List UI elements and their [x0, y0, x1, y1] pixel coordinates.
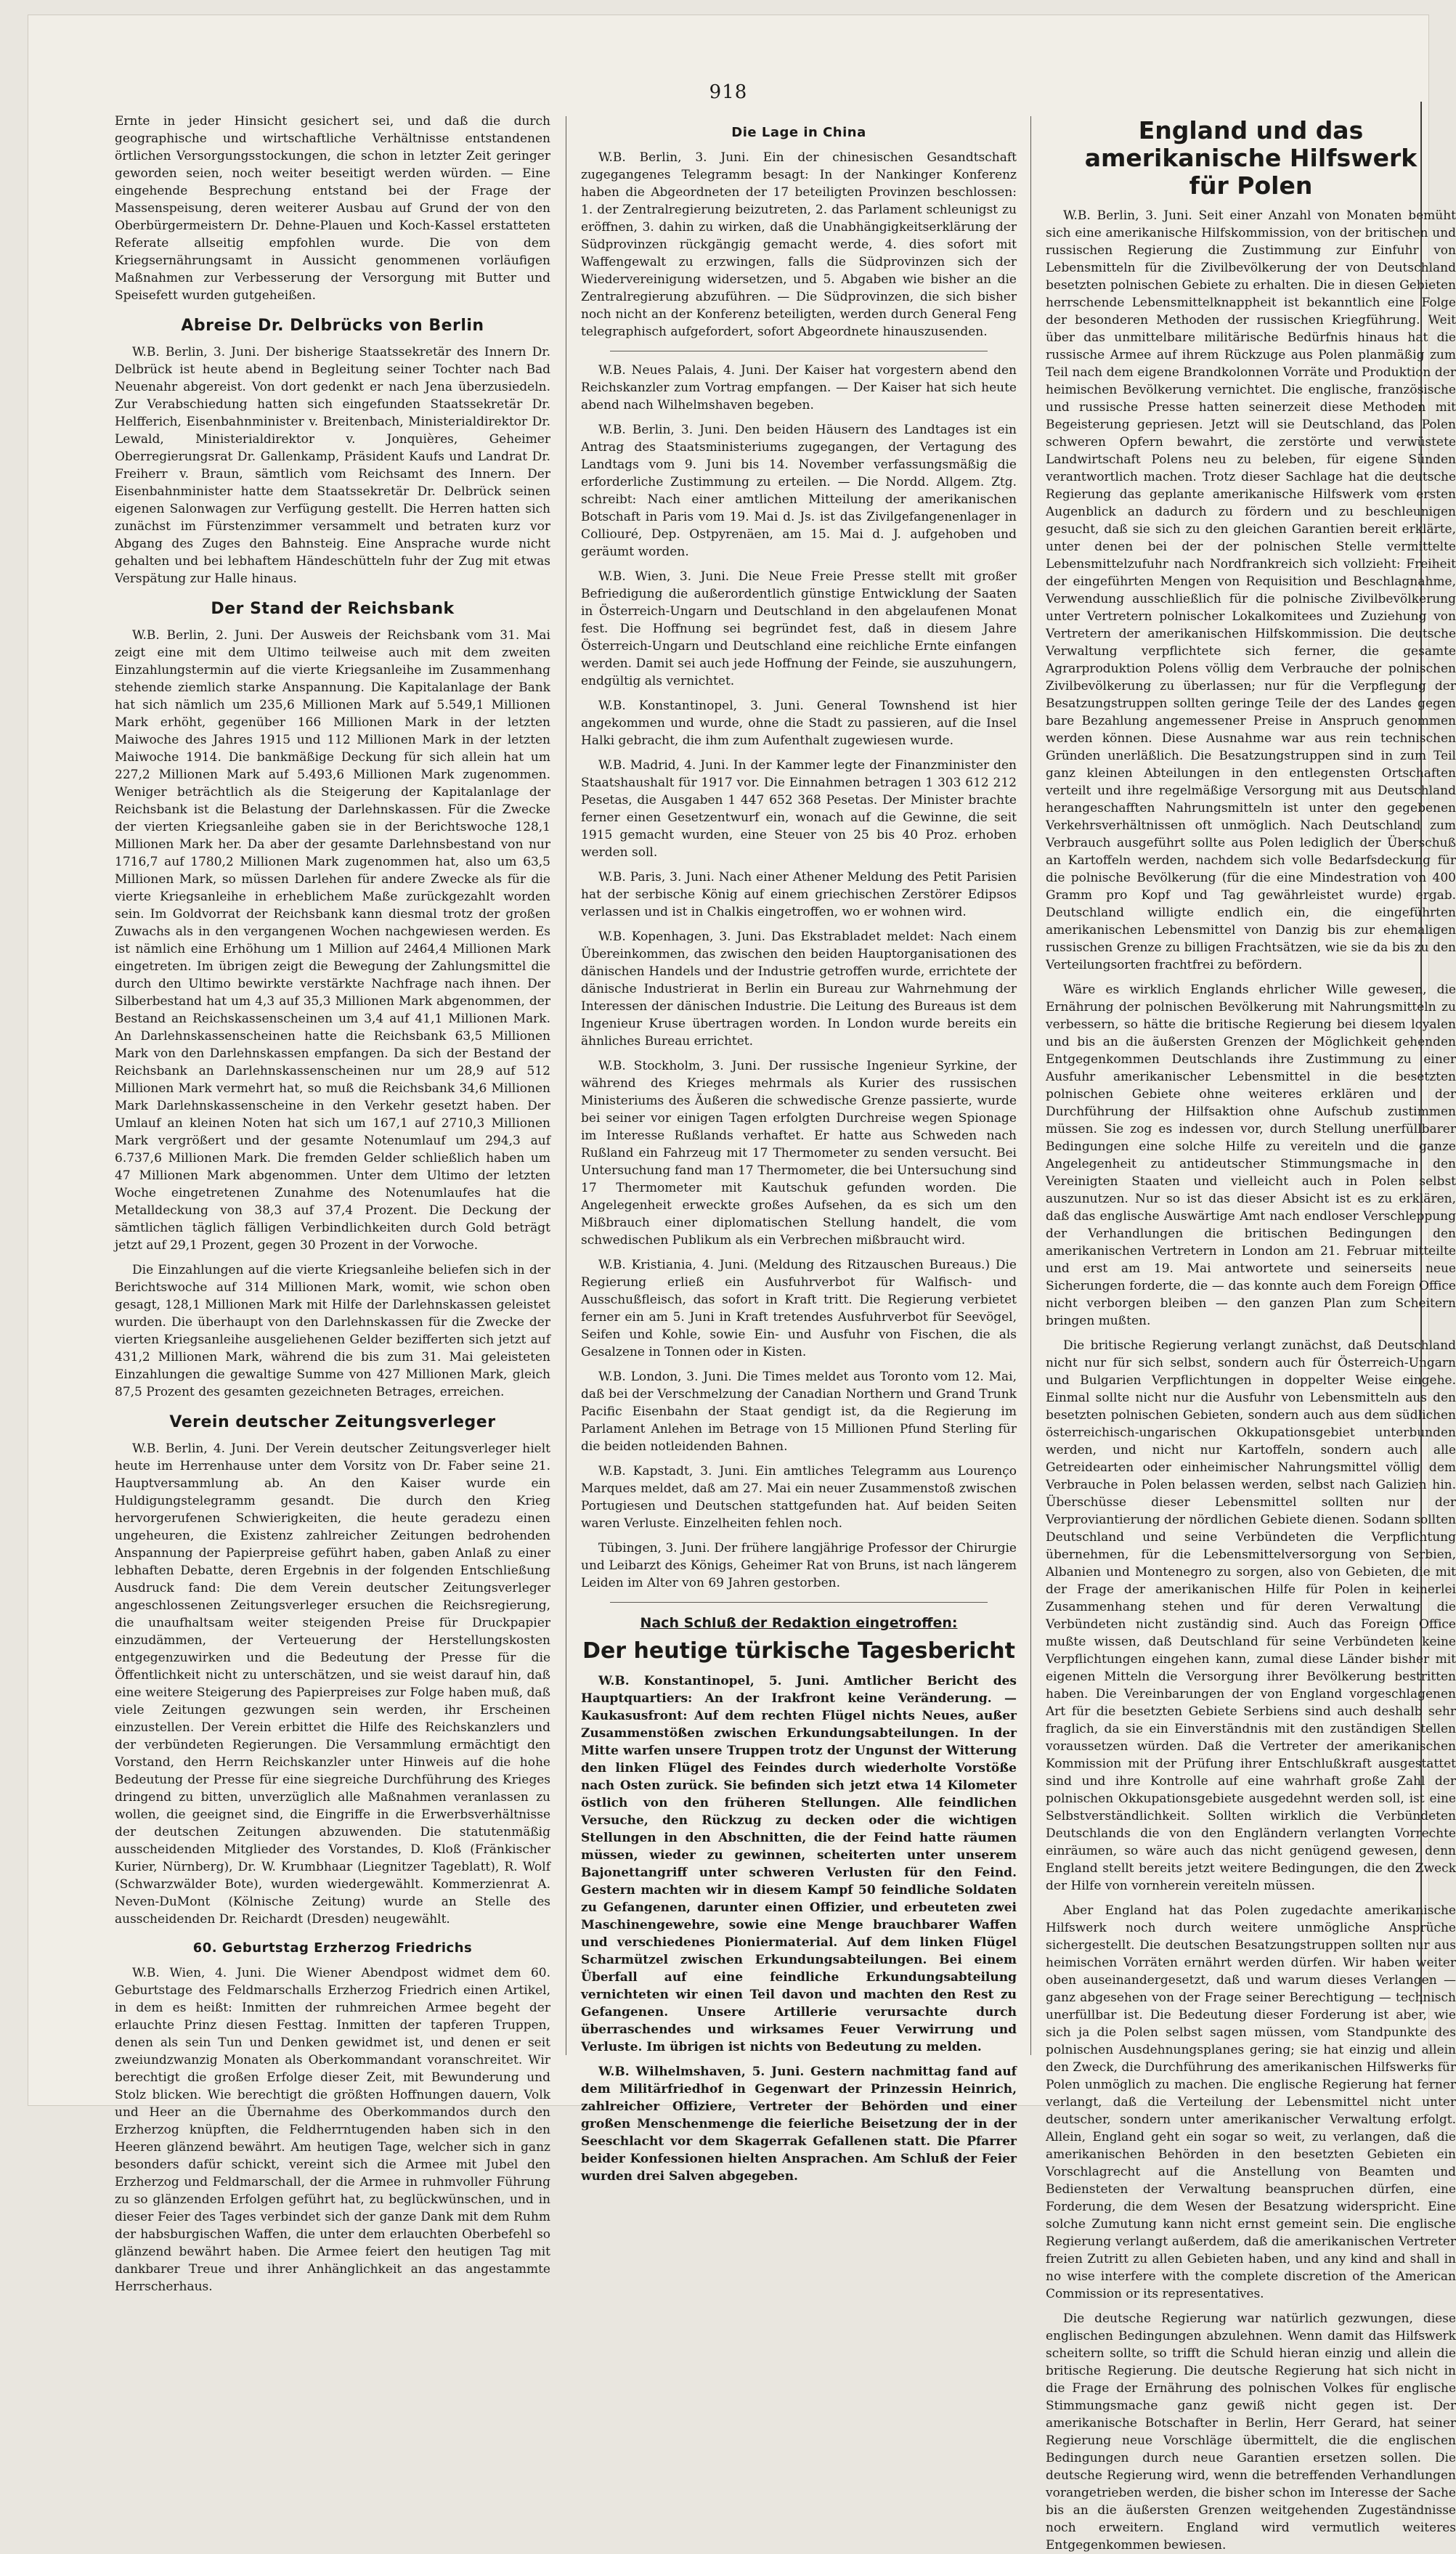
column-right: [1046, 113, 1456, 2553]
headline-china: Die Lage in China: [731, 125, 866, 140]
news-item: W.B. Kopenhagen, 3. Juni. Das Ekstrabladet meldet: Nach einem Übereinkommen, das zwischen den beiden Hauptorganisationen des dänischen Handels und der Industrie getroffen wurde, errichtete der dänische Industrierat in Berlin ein Bureau zur Wahrnehmung der Interessen der dänischen Industrie. Die Leitung des Bureaus ist dem Ingenieur Kruse übertragen worden. In London wurde bereits ein ähnliches Bureau errichtet.: [581, 930, 1017, 1049]
news-item: W.B. Berlin, 3. Juni. Den beiden Häusern des Landtages ist ein Antrag des Staatsministeriums zugegangen, der Vertagung des Landtags vom 9. Juni bis 14. November verfassungsmäßig die erforderliche Zustimmung zu erteilen. — Die Nordd. Allgem. Ztg. schreibt: Nach einer amtlichen Mitteilung der amerikanischen Botschaft in Paris vom 19. Mai d. Js. ist das Zivilgefangenenlager in Colliouré, Dep. Ostpyrenäen, am 15. Mai d. J. aufgehoben und geräumt worden.: [581, 423, 1017, 559]
article-paragraph: W.B. Wien, 4. Juni. Die Wiener Abendpost widmet dem 60. Geburtstage des Feldmarschalls Erzherzog Friedrich einen Artikel, in dem es heißt: Inmitten der ruhmreichen Armee begeht der erlauchte Prinz diesen Festtag. Inmitten der tapferen Truppen, denen als sein Tun und Denken gewidmet ist, und denen er seit zweiundzwanzig Monaten als Oberkommandant voranschreitet. Wir berechtigt die großen Erfolge dieser Zeit, mit Bewunderung und Stolz blicken. Wie berechtigt die größten Hoffnungen dauern, Volk und Heer an die Übernahme des Oberkommandos durch den Erzherzog knüpften, die Feldherrntugenden haben sich in den Heeren glänzend bewährt. Am heutigen Tage, welcher sich in ganz besonders dafür schickt, vereint sich die Armee mit Jubel den Erzherzog und Feldmarschall, der die Armee in ruhmvoller Führung zu so glänzenden Erfolgen geführt hat, zu beglückwünschen, und in dieser Feier des Tages verbindet sich der ganze Dank mit dem Ruhm der habsburgischen Waffen, die unter dem erlauchten Oberbefehl so glänzend bewährt haben. Die Armee feiert den heutigen Tag mit dankbarer Treue und ihrer Anhänglichkeit an das angestammte Herrscherhaus.: [115, 1966, 550, 2294]
headline-delbrueck: Abreise Dr. Delbrücks von Berlin: [181, 317, 484, 335]
article-paragraph: W.B. Berlin, 3. Juni. Ein der chinesischen Gesandtschaft zugegangenes Telegramm besagt: In der Nankinger Konferenz haben die Abgeordneten der 17 beteiligten Provinzen beschlossen: 1. der Zentralregierung beizutreten, 2. das Parlament schleunigst zu eröffnen, 3. dahin zu wirken, daß die Unabhängigkeitserklärung der Südprovinzen rückgängig gemacht werde, 4. dies sofort mit Waffengewalt zu erzwingen, falls die Südprovinzen sich der Wiedervereinigung widersetzen, und 5. Abgaben wie bisher an die Zentralregierung abzuführen. — Die Südprovinzen, die sich bisher noch nicht an der Konferenz beteiligten, werden durch General Feng telegraphisch aufgefordert, sofort Abgeordnete hinauszusenden.: [581, 150, 1017, 339]
news-item: W.B. Konstantinopel, 3. Juni. General Townshend ist hier angekommen und wurde, ohne die Stadt zu passieren, auf die Insel Halki gebracht, die ihm zum Aufenthalt zugewiesen wurde.: [581, 699, 1017, 748]
news-item: W.B. Madrid, 4. Juni. In der Kammer legte der Finanzminister den Staatshaushalt für 1917 vor. Die Einnahmen betragen 1 303 612 212 Pesetas, die Ausgaben 1 447 652 368 Pesetas. Der Minister brachte ferner einen Gesetzentwurf ein, wonach auf die Gewinne, die seit 1915 gemacht wurden, eine Steuer von 25 bis 40 Proz. erhoben werden soll.: [581, 758, 1017, 860]
headline-reichsbank: Der Stand der Reichsbank: [211, 600, 455, 618]
news-item: W.B. Neues Palais, 4. Juni. Der Kaiser hat vorgestern abend den Reichskanzler zum Vortrag empfangen. — Der Kaiser hat sich heute abend nach Wilhelmshaven begeben.: [581, 363, 1017, 412]
news-item: W.B. Paris, 3. Juni. Nach einer Athener Meldung des Petit Parisien hat der serbische König auf einem griechischen Zerstörer Edipsos verlassen und ist in Chalkis eingetroffen, wo er wohnen wird.: [581, 870, 1017, 919]
bold-report: [581, 1672, 1017, 2185]
news-item: W.B. Wien, 3. Juni. Die Neue Freie Presse stellt mit großer Befriedigung die außerordentlich günstige Entwicklung der Saaten in Österreich-Ungarn und Deutschland in den abgelaufenen Monat fest. Die Hoffnung sei begründet fest, daß in diesem Jahre Österreich-Ungarn und Deutschland eine reichliche Ernte einfangen werden. Damit sei auch jede Hoffnung der Feinde, sie auszuhungern, endgültig als vernichtet.: [581, 569, 1017, 688]
article-paragraph: Aber England hat das Polen zugedachte amerikanische Hilfswerk noch durch weitere unmögliche Ansprüche sichergestellt. Die deutschen Besatzungstruppen sollten nur aus heimischen Vorräten ernährt werden dürfen. Wir haben weiter oben auseinandergesetzt, daß und warum dieses Verlangen — ganz abgesehen von der Frage seiner Berechtigung — technisch unerfüllbar ist. Die Bedeutung dieser Forderung ist aber, wie sich ja die Polen selbst sagen müssen, vom Standpunkte des polnischen Ausdehnungsplanes gering; sie hat einzig und allein den Zweck, die Durchführung des amerikanischen Hilfswerks für Polen unmöglich zu machen. Die englische Regierung hat ferner verlangt, daß die Verteilung der Lebensmittel nicht unter deutscher, sondern unter amerikanischer Verwaltung erfolgt. Allein, England geht ein sogar so weit, zu verlangen, daß die amerikanischen Behörden in den besetzten Gebieten ein Vorschlagrecht auf die Anstellung von Beamten und Bediensteten der Verwaltung beanspruchen dürfen, eine Forderung, die dem Wesen der Besatzung widerspricht. Eine solche Zumutung kann nicht ernst gemeint sein. Die englische Regierung verlangt außerdem, daß die amerikanischen Vertreter freien Zutritt zu allen Gebieten haben, und any kind and shall in no wise interfere with the complete discretion of the American Commission or its representatives.: [1046, 1903, 1456, 2301]
article-paragraph: Die britische Regierung verlangt zunächst, daß Deutschland nicht nur für sich selbst, sondern auch für Österreich-Ungarn und Bulgarien Verpflichtungen in doppelter Weise eingehe. Einmal sollte nicht nur die Ausfuhr von Lebensmitteln aus den besetzten polnischen Gebieten, sondern auch aus dem südlichen österreichisch-ungarischen Okkupationsgebiet unterbunden werden, und nicht nur Kartoffeln, sondern auch alle Getreidearten oder einheimischer Nahrungsmittel völlig dem Verbrauche in Polen belassen werden, selbst nach Galizien hin. Überschüsse dieser Lebensmittel sollten nur der Verproviantierung der nördlichen Gebiete dienen. Sodann sollten Deutschland und seine Verbündeten die Verpflichtung übernehmen, für die Lebensmittelversorgung von Serbien, Albanien und Montenegro zu sorgen, also von Gebieten, die mit der Frage der amerikanischen Hilfe für Polen in keinerlei Zusammenhang stehen und für deren Verwaltung die Verbündeten nicht zuständig sind. Auch das Foreign Office mußte wissen, daß Deutschland für seine Verbündeten keine Verpflichtungen eingehen kann, zumal diese Länder bisher mit eigenen Mitteln die Versorgung ihrer Bevölkerung bestritten haben. Die Vereinbarungen der von England vorgeschlagenen Art für die besetzten Gebiete Serbiens sind auch deshalb sehr fraglich, da sie ein Einverständnis mit den zuständigen Stellen voraussetzen würden. Daß die Vertreter der amerikanischen Kommission mit der Prüfung ihrer Entschlußkraft ausgestattet sind und ihre Kontrolle auf eine wahrhaft große Zahl der polnischen Okkupationsgebiete ausgedehnt werden soll, ist eine Selbstverständlichkeit. Sollten wirklich die Verbündeten Deutschlands die von den Engländern verlangten Vorrechte einräumen, so wäre auch das nicht genügend gewesen, denn England stellt bereits jetzt weitere Bedingungen, die den Zweck der Hilfe von vornherein vereiteln müssen.: [1046, 1338, 1456, 1893]
late-news-label: Nach Schluß der Redaktion eingetroffen:: [640, 1615, 958, 1631]
news-item: W.B. Kristiania, 4. Juni. (Meldung des Ritzauschen Bureaus.) Die Regierung erließ ein Ausfuhrverbot für Walfisch- und Ausschußfleisch, das sofort in Kraft tritt. Die Regierung verbietet ferner ein am 5. Juni in Kraft tretendes Ausfuhrverbot für Seevögel, Seifen und Kohle, sowie Ein- und Ausfuhr von Fischen, die als Gesalzene in Tonnen oder in Kisten.: [581, 1258, 1017, 1359]
news-item: W.B. London, 3. Juni. Die Times meldet aus Toronto vom 12. Mai, daß bei der Verschmelzung der Canadian Northern und Grand Trunk Pacific Eisenbahn der Staat gendigt ist, da die Regierung im Parlament Anlehen im Betrage von 15 Millionen Pfund Sterling für die beiden notleidenden Bahnen.: [581, 1370, 1017, 1454]
article-paragraph: W.B. Berlin, 3. Juni. Seit einer Anzahl von Monaten bemüht sich eine amerikanische Hilfskommission, von der britischen und russischen Regierung die Zustimmung zur Einfuhr von Lebensmitteln für die Zivilbevölkerung der von Deutschland besetzten polnischen Gebiete zu erhalten. Die in diesen Gebieten herrschende Lebensmittelknappheit ist bekanntlich eine Folge der besonderen Methoden der russischen Kriegführung. Weit über das unmittelbare militärische Bedürfnis hinaus hat die russische Armee auf ihrem Rückzuge aus Polen planmäßig zum Teil nach dem eigene Brandkolonnen Vorräte und Produktion der heimischen Bevölkerung vernichtet. Die englische, französische und russische Presse hatten seinerzeit diese Methoden mit Begeisterung gepriesen. Jetzt will sie Deutschland, das Polen schweren Opfern bewahrt, die zerstörte und verwüstete Landwirtschaft Polens neu zu beleben, für eigene Sünden verantwortlich machen. Trotz dieser Sachlage hat die deutsche Regierung das geplante amerikanische Hilfswerk vom ersten Augenblick an dadurch zu fördern und zu beschleunigen gesucht, daß sie sich zu den gleichen Garantien bereit erklärte, unter denen bei der der polnischen Stelle vermittelte Lebensmittelzufuhr nach Nordfrankreich sich vollzieht: Freiheit der eingeführten Mengen von Requisition und Beschlagnahme, Verwendung ausschließlich für die polnische Zivilbevölkerung unter Vertretern polnischer Lokalkomitees und Zuziehung von Vertretern der amerikanischen Hilfskommission. Die deutsche Verwaltung verpflichtete sich ferner, die gesamte Agrarproduktion Polens völlig dem Verbrauche der polnischen Zivilbevölkerung zu überlassen; nur für die Verpflegung der Besatzungstruppen sollten geringe Teile der des Landes gegen bare Bezahlung angemessener Preise in Anspruch genommen werden können. Diese Ausnahme war aus rein technischen Gründen unerläßlich. Die Besatzungstruppen sind in zum Teil ganz kleinen Abteilungen in den entlegensten Ortschaften verteilt und ihre regelmäßige Versorgung mit aus Deutschland herangeschafften Nahrungsmitteln ist unter den gegebenen Verkehrsverhältnissen oft unmöglich. Nach Deutschland zum Verbrauch ausgeführt sollte aus Polen lediglich der Überschuß an Kartoffeln werden, nachdem sich volle Bedarfsdeckung für die polnische Bevölkerung (für die eine Mindestration von 400 Gramm pro Kopf und Tag gewährleistet wurde) ergab. Deutschland willigte endlich ein, die eingeführten amerikanischen Lebensmittel von Danzig bis zur ehemaligen russischen Grenze zu billigen Frachtsätzen, wie sie da bis zu den Verteilungsorten frachtfrei zu befördern.: [1046, 208, 1456, 972]
news-item: Tübingen, 3. Juni. Der frühere langjährige Professor der Chirurgie und Leibarzt des Königs, Geheimer Rat von Bruns, ist nach längerem Leiden im Alter von 69 Jahren gestorben.: [581, 1541, 1017, 1590]
article-paragraph: Die Einzahlungen auf die vierte Kriegsanleihe beliefen sich in der Berichtswoche auf 314 Millionen Mark, womit, wie schon oben gesagt, 128,1 Millionen Mark mit Hilfe der Darlehnskassen geleistet wurden. Die überhaupt von den Darlehnskassen für die Zwecke der vierten Kriegsanleihe ausgeliehenen Gelder bezifferten sich jetzt auf 431,2 Millionen Mark, während die bis zum 31. Mai geleisteten Einzahlungen die gewaltige Summe von 427 Millionen Mark, gleich 87,5 Prozent des gesamten gezeichneten Betrages, erreichen.: [115, 1263, 550, 1399]
article-paragraph: W.B. Berlin, 3. Juni. Der bisherige Staatssekretär des Innern Dr. Delbrück ist heute abend in Begleitung seiner Tochter nach Bad Neuenahr abgereist. Von dort gedenkt er nach Jena überzusiedeln. Zur Verabschiedung hatten sich eingefunden Staatssekretär Dr. Helfferich, Eisenbahnminister v. Breitenbach, Ministerialdirektor Dr. Lewald, Ministerialdirektor v. Jonquières, Geheimer Oberregierungsrat Dr. Gallenkamp, Präsident Kaufs und Landrat Dr. Freiherr v. Braun, sämtlich vom Reichsamt des Innern. Der Eisenbahnminister hatte dem Staatssekretär Dr. Delbrück seinen eigenen Salonwagen zur Verfügung gestellt. Die Herren hatten sich zunächst im Fürstenzimmer versammelt und betraten kurz vor Abgang des Zuges den Bahnsteig. Eine Ansprache wurde nicht gehalten und bei lebhaftem Händeschütteln fuhr der Zug mit etwas Verspätung zur Halle hinaus.: [115, 345, 550, 586]
column-middle: [581, 113, 1017, 2184]
article-paragraph: W.B. Konstantinopel, 5. Juni. Amtlicher Bericht des Hauptquartiers: An der Irakfront keine Veränderung. — Kaukasusfront: Auf dem rechten Flügel nichts Neues, außer Zusammenstößen zwischen Erkundungsabteilungen. In der Mitte warfen unsere Truppen trotz der Ungunst der Witterung den linken Flügel des Feindes durch wiederholte Vorstöße nach Osten zurück. Sie befinden sich jetzt etwa 14 Kilometer östlich von den früheren Stellungen. Alle feindlichen Versuche, den Rückzug zu decken oder die wichtigen Stellungen in den Abschnitten, die der Feind hatte räumen müssen, wieder zu gewinnen, scheiterten unter unserem Bajonettangriff unter schweren Verlusten für den Feind. Gestern machten wir in diesem Kampf 50 feindliche Soldaten zu Gefangenen, darunter einen Offizier, und erbeuteten zwei Maschinengewehre, sowie eine Menge brauchbarer Waffen und verschiedenes Pioniermaterial. Auf dem linken Flügel Scharmützel zwischen Erkundungsabteilungen. Bei einem Überfall auf eine feindliche Erkundungsabteilung vernichteten wir einen Teil davon und machten den Rest zu Gefangenen. Unsere Artillerie verursachte durch überraschendes und wirksames Feuer Verwirrung und Verluste. Im übrigen ist nichts von Bedeutung zu melden.: [581, 1674, 1017, 2054]
headline-zeitungsverleger: Verein deutscher Zeitungsverleger: [169, 1413, 496, 1431]
article-paragraph: W.B. Wilhelmshaven, 5. Juni. Gestern nachmittag fand auf dem Militärfriedhof in Gegenwart der Prinzessin Heinrich, zahlreicher Offiziere, Vertreter der Behörden und einer großen Menschenmenge die feierliche Beisetzung der in der Seeschlacht vor dem Skagerrak Gefallenen statt. Die Pfarrer beider Konfessionen hielten Ansprachen. Am Schluß der Feier wurden drei Salven abgegeben.: [581, 2065, 1017, 2184]
page-number: 918: [709, 81, 748, 103]
article-paragraph: W.B. Berlin, 2. Juni. Der Ausweis der Reichsbank vom 31. Mai zeigt eine mit dem Ultimo teilweise auch mit dem zweiten Einzahlungstermin auf die vierte Kriegsanleihe im Zusammenhang stehende ziemlich starke Anspannung. Die Kapitalanlage der Bank hat sich nämlich um 235,6 Millionen Mark auf 5.549,1 Millionen Mark erhöht, gegenüber 166 Millionen Mark in der letzten Maiwoche des Jahres 1915 und 112 Millionen Mark in der letzten Maiwoche 1914. Die bankmäßige Deckung für sich allein hat um 227,2 Millionen Mark auf 5.493,6 Millionen Mark zugenommen. Weniger beträchtlich als die Steigerung der Kapitalanlage der Reichsbank ist die Belastung der Darlehnskassen. Für die Zwecke der vierten Kriegsanleihe gaben sie in der Berichtswoche 128,1 Millionen Mark her. Da aber der gesamte Darlehnsbestand von nur 1716,7 auf 1780,2 Millionen Mark zugenommen hat, also um 63,5 Millionen Mark, so müssen Darlehen für andere Zwecke als für die vierte Kriegsanleihe in erheblichem Maße zurückgezahlt worden sein. Im Goldvorrat der Reichsbank kann diesmal trotz der großen Zuwachs als in den vergangenen Wochen nachgewiesen werden. Es ist nämlich eine Erhöhung um 1 Million auf 2464,4 Millionen Mark eingetreten. Im übrigen zeigt die Bewegung der Zahlungsmittel die durch den Ultimo bewirkte verstärkte Nachfrage nach ihnen. Der Silberbestand hat um 4,3 auf 35,3 Millionen Mark abgenommen, der Bestand an Reichskassenscheinen um 3,4 auf 41,1 Millionen Mark. An Darlehnskassenscheinen hatte die Reichsbank 63,5 Millionen Mark von den Darlehnskassen empfangen. Da sich der Bestand der Reichsbank an Darlehnskassenscheinen nur um 28,9 auf 512 Millionen Mark vermehrt hat, so muß die Reichsbank 34,6 Millionen Mark Darlehnskassenscheine in den Verkehr gesetzt haben. Der Umlauf an kleinen Noten hat sich um 167,1 auf 2710,3 Millionen Mark vergrößert und der gesamte Notenumlauf um 294,3 auf 6.737,6 Millionen Mark. Die fremden Gelder schließlich haben um 47 Millionen Mark abgenommen. Unter dem Ultimo der letzten Woche eingetretenen Zunahme des Notenumlaufes hat die Metalldeckung von 38,3 auf 37,4 Prozent. Die Deckung der sämtlichen täglich fälligen Verbindlichkeiten durch Gold beträgt jetzt auf 29,1 Prozent, gegen 30 Prozent in der Vorwoche.: [115, 628, 550, 1253]
column-left: [115, 113, 550, 2294]
article-paragraph: W.B. Berlin, 4. Juni. Der Verein deutscher Zeitungsverleger hielt heute im Herrenhause unter dem Vorsitz von Dr. Faber seine 21. Hauptversammlung ab. An den Kaiser wurde ein Huldigungstelegramm gesandt. Die durch den Krieg hervorgerufenen Schwierigkeiten, die heute geradezu einen ungeheuren, die Existenz zahlreicher Zeitungen bedrohenden Anspannung der Papierpreise geführt haben, gaben Anlaß zu einer lebhaften Debatte, deren Ergebnis in der folgenden Entschließung Ausdruck fand: Die dem Verein deutscher Zeitungsverleger angeschlossenen Zeitungsverleger ersuchen die Reichsregierung, die unaufhaltsam weiter steigenden Preise für Druckpapier einzudämmen, der Verteuerung der Herstellungskosten entgegenzuwirken und die Bedeutung der Presse für die Öffentlichkeit nicht zu unterschätzen, und sie weist darauf hin, daß eine weitere Steigerung des Papierpreises zur Folge haben muß, daß viele Zeitungen gezwungen sein werden, ihr Erscheinen einzustellen. Der Verein erbittet die Hilfe des Reichskanzlers und der verbündeten Regierungen. Die Versammlung ermächtigt den Vorstand, den Herrn Reichskanzler unter Hinweis auf die hohe Bedeutung der Presse für eine siegreiche Durchführung des Krieges dringend zu bitten, unverzüglich alle Maßnahmen veranlassen zu wollen, die geeignet sind, die Eingriffe in die Erwerbsverhältnisse der deutschen Zeitungen abzuwenden. Die statutenmäßig ausscheidenden Mitglieder des Vorstandes, D. Kloß (Fränkischer Kurier, Nürnberg), Dr. W. Krumbhaar (Liegnitzer Tageblatt), R. Wolf (Schwarzwälder Bote), wurden wiedergewählt. Kommerzienrat A. Neven-DuMont (Kölnische Zeitung) wurde an Stelle des ausscheidenden Dr. Reichardt (Dresden) neugewählt.: [115, 1441, 550, 1927]
headline-erzherzog: 60. Geburtstag Erzherzog Friedrichs: [192, 1940, 473, 1956]
article-paragraph: Wäre es wirklich Englands ehrlicher Wille gewesen, die Ernährung der polnischen Bevölkerung mit Nahrungsmitteln zu verbessern, so hätte die britische Regierung bei diesem loyalen und bis an die äußersten Grenzen der Möglichkeit gehenden Entgegenkommen Deutschlands ihre Zustimmung zu einer Ausfuhr amerikanischer Lebensmittel in die besetzten polnischen Gebiete ohne weiteres erklären und der Durchführung der Hilfsaktion ohne Aufschub zustimmen müssen. Sie zog es indessen vor, durch Stellung unerfüllbarer Bedingungen eine solche Hilfe zu vereiteln und die ganze Angelegenheit zu antideutscher Stimmungsmache in den Vereinigten Staaten und vielleicht auch in Polen selbst auszunutzen. Nur so ist das dieser Absicht ist es zu erklären, daß das englische Auswärtige Amt nach endloser Verschleppung der Verhandlungen die britischen Bedingungen den amerikanischen Vertretern in London am 21. Februar mitteilte und erst am 19. Mai antwortete und seinerseits neue Sicherungen forderte, die — das konnte auch dem Foreign Office nicht verborgen bleiben — den ganzen Plan zum Scheitern bringen mußten.: [1046, 983, 1456, 1328]
news-item: W.B. Stockholm, 3. Juni. Der russische Ingenieur Syrkine, der während des Krieges mehrmals als Kurier des russischen Ministeriums des Äußeren die schwedische Grenze passierte, wurde bei seiner vor einigen Tagen erfolgten Durchreise wegen Spionage im Interesse Rußlands verhaftet. Er hatte aus Schweden nach Rußland ein Fahrzeug mit 17 Thermometer zu senden versucht. Bei Untersuchung fand man 17 Thermometer, die bei Untersuchung sind 17 Thermometer mit Kautschuk gefunden worden. Die Angelegenheit erweckte großes Aufsehen, da es sich um den Mißbrauch einer diplomatischen Stellung handelt, die vom schwedischen Publikum als ein Verbrechen mißbraucht wird.: [581, 1059, 1017, 1248]
article-continuation: Ernte in jeder Hinsicht gesichert sei, und daß die durch geographische und wirtschaftliche Verhältnisse entstandenen örtlichen Versorgungsstockungen, die schon in letzter Zeit geringer geworden seien, noch weiter beseitigt werden würden. — Eine eingehende Besprechung entstand bei der Frage der Massenspeisung, deren weiterer Ausbau auf Grund der von den Oberbürgermeistern Dr. Dehne-Plauen und Koch-Kassel erstatteten Referate allseitig empfohlen wurde. Die von dem Kriegsernährungsamt in Aussicht genommenen vorläufigen Maßnahmen zur Verbesserung der Versorgung mit Butter und Speisefett wurden gutgeheißen.: [115, 114, 550, 303]
news-item: W.B. Kapstadt, 3. Juni. Ein amtliches Telegramm aus Lourenço Marques meldet, daß am 27. Mai ein neuer Zusammenstoß zwischen Portugiesen und Deutschen stattgefunden hat. Auf beiden Seiten waren Verluste. Einzelheiten fehlen noch.: [581, 1464, 1017, 1531]
headline-line-1: England und das amerikanische Hilfswerk: [1084, 116, 1418, 172]
divider: [610, 1602, 988, 1603]
newspaper-page: [28, 15, 1456, 2553]
article-paragraph: Die deutsche Regierung war natürlich gezwungen, diese englischen Bedingungen abzulehnen. Wenn damit das Hilfswerk scheitern sollte, so trifft die Schuld hieran einzig und allein die britische Regierung. Die deutsche Regierung hat sich nicht in die Frage der Ernährung des polnischen Volkes für englische Stimmungsmache ganz gewiß nicht gegen ist. Der amerikanische Botschafter in Berlin, Herr Gerard, hat seiner Regierung neue Vorschläge übermittelt, die die englischen Bedingungen durch neue Garantien ersetzen sollen. Die deutsche Regierung wird, wenn die betreffenden Verhandlungen vorangetrieben werden, die bisher schon im Interesse der Sache bis an die äußersten Grenzen weitgehenden Zugeständnisse noch erweitern. England wird vermutlich weiteres Entgegenkommen bewiesen.: [1046, 2311, 1456, 2553]
headline-tuerkischer-bericht: Der heutige türkische Tagesbericht: [582, 1638, 1015, 1664]
headline-hilfswerk: [1046, 117, 1456, 200]
headline-line-2: für Polen: [1189, 171, 1313, 200]
column-rule-right: [1030, 116, 1031, 2055]
